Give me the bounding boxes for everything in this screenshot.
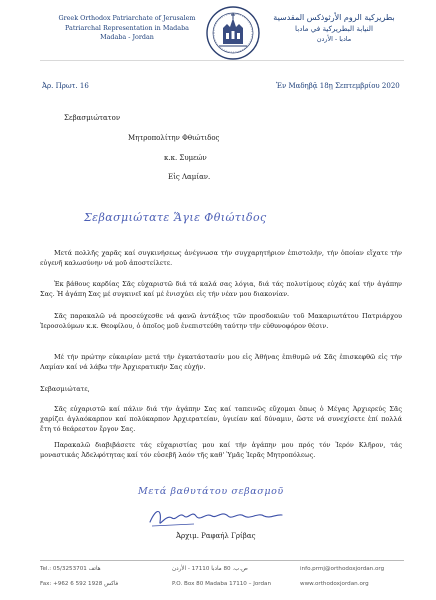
addressee-line: Εἰς Λαμίαν.	[168, 173, 211, 181]
body-paragraph-text: Σᾶς παρακαλῶ νά προσεύχεσθε νά φανῶ ἀντάξιος τῶν προσδοκιῶν τοῦ Μακαριωτάτου Πατριάρχου Ἱεροσολύμων κ.κ. Θεοφίλου, ὁ ὁποῖος μοῦ ἐνεπιστεύθη ταύτην τήν εὐθυνοφόρον θέσιν.	[40, 312, 402, 330]
letterhead-english-line: Patriarchal Representation in Madaba	[65, 23, 189, 32]
body-paragraph	[40, 311, 402, 331]
footer-pobox-ar: ص.ب. 80 مادبا 17110 - الأردن	[172, 566, 248, 572]
patriarchate-seal-icon	[202, 4, 264, 62]
body-paragraph-text: Μέ τήν πρώτην εὐκαιρίαν μετά τήν ἐγκατάστασίν μου εἰς Ἀθήνας ἐπιθυμῶ νά Σᾶς ἐπισκεφθῶ εἰς τήν Λαμίαν καί νά λάβω τήν Ἀρχιερατικήν Σας εὐχήν.	[40, 353, 402, 371]
footer-divider	[40, 560, 404, 561]
body-paragraph	[40, 440, 402, 460]
footer-fax	[40, 581, 118, 587]
signature-icon	[146, 504, 286, 530]
body-paragraph-text: Μετά πολλῆς χαρᾶς καί συγκινήσεως ἀνέγνωσα τήν συγχαρητήριον ἐπιστολήν, τήν ὁποίαν εἴχατε τήν εὐγενῆ καλωσύνην νά μοῦ ἀποστείλετε.	[40, 249, 402, 267]
protocol-number: Ἀρ. Πρωτ. 16	[42, 82, 89, 90]
body-paragraph-text: Ἐκ βάθους καρδίας Σᾶς εὐχαριστῶ διά τά καλά σας λόγια, διά τάς πολυτίμους εὐχάς καί τήν ἀγάπην Σας. Ἡ ἀγάπη Σας μέ συγκινεῖ καί μέ ἐνισχύει εἰς τήν νέαν μου διακονίαν.	[40, 280, 402, 298]
letterhead-english	[52, 14, 202, 43]
footer-pobox: P.O. Box 80 Madaba 17110 – Jordan	[172, 581, 272, 587]
footer-tel	[40, 566, 101, 572]
footer-fax-text: Fax: +962 6 592 1928	[40, 581, 103, 587]
handwritten-closing: Μετά βαθυτάτου σεβασμοῦ	[138, 486, 284, 497]
letterhead-arabic	[268, 12, 400, 45]
handwritten-salutation: Σεβασμιώτατε Ἅγιε Φθιώτιδος	[84, 211, 267, 224]
letterhead-arabic-line: مادبا - الأردن	[316, 35, 352, 43]
footer-fax-ar: فاكس	[104, 581, 119, 587]
body-paragraph	[40, 248, 402, 268]
signer-name: Ἀρχιμ. Ραφαήλ Γρίβας	[176, 532, 256, 540]
footer-tel-text: Tel.: 05/3253701	[40, 566, 87, 572]
letter-date: Ἐν Μαδηβᾷ 18ῃ Σεπτεμβρίου 2020	[276, 82, 400, 90]
addressee-line: κ.κ. Συμεών	[164, 154, 207, 162]
body-paragraph-text: Σεβασμιώτατε,	[40, 385, 90, 393]
body-paragraph	[40, 384, 402, 394]
footer-website[interactable]: www.orthodoxjordan.org	[300, 581, 369, 587]
letterhead-divider	[40, 60, 404, 61]
body-paragraph	[40, 352, 402, 372]
addressee-line: Σεβασμιώτατον	[64, 114, 121, 122]
footer-tel-ar: هاتف	[88, 566, 101, 572]
letterhead-english-line: Greek Orthodox Patriarchate of Jerusalem	[58, 14, 196, 22]
letterhead-arabic-line: بطريركية الروم الأرثوذكس المقدسية	[273, 13, 395, 22]
letterhead-arabic-line: النيابة البطريركية في مادبا	[295, 24, 373, 33]
addressee-line: Μητροπολίτην Φθιώτιδος	[128, 134, 220, 142]
letterhead-english-line: Madaba - Jordan	[100, 33, 154, 42]
body-paragraph-text: Παρακαλῶ διαβιβάσετε τάς εὐχαριστίας μου καί τήν ἀγάπην μου πρός τόν Ἱερόν Κλῆρον, τάς μοναστικάς Ἀδελφότητας καί τόν εὐσεβῆ λαόν τῆς καθ' Ὑμᾶς Ἱερᾶς Μητροπόλεως.	[40, 441, 402, 459]
body-paragraph-text: Σᾶς εὐχαριστῶ καί πάλιν διά τήν ἀγάπην Σας καί ταπεινῶς εὔχομαι ὅπως ὁ Μέγας Ἀρχιερεύς Σᾶς χαρίζει ἀγλαόκαρπον καί πολύκαρπον Ἀρχιερατείαν, ὑγιείαν καί δύναμιν, ὥστε νά συνεχίσετε ἐπί πολλά ἔτη τό θεάρεστον ἔργον Σας.	[40, 405, 402, 433]
body-paragraph	[40, 404, 402, 434]
body-paragraph	[40, 279, 402, 299]
footer-email[interactable]: info.prmj@orthodoxjordan.org	[300, 566, 385, 572]
